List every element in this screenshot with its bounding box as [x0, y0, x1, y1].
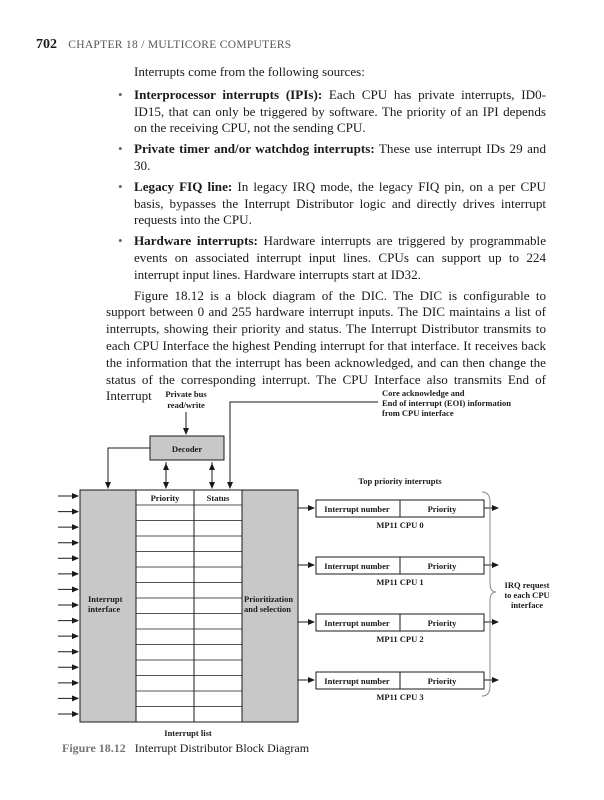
prioritization-label: Prioritization	[244, 594, 294, 604]
priority-field: Priority	[427, 618, 457, 628]
private-bus-label: Private bus	[165, 389, 207, 399]
prioritization-label: and selection	[244, 604, 291, 614]
cpu-name: MP11 CPU 3	[376, 692, 424, 702]
interrupt-interface-label: Interrupt	[88, 594, 123, 604]
body-paragraph: Figure 18.12 is a block diagram of the DIC. The DIC is configurable to support between 0 and 255 hardware interrupt inputs. The DIC maintains a list of interrupts, showing their priority and status. The Interrupt Distributor transmits to each CPU Interface the highest Pending interrupt for that interface. It receives back the information that the interrupt has been acknowledged, and can then change the status of the corresponding interrupt. The CPU Interface also transmits End of Interrupt	[106, 287, 546, 404]
source-item	[106, 141, 546, 175]
cpu-name: MP11 CPU 0	[376, 520, 424, 530]
figure-caption	[62, 741, 309, 756]
source-desc: In legacy IRQ mode, the legacy FIQ pin, on a per CPU basis, bypasses the Interrupt Distributor logic and directly drives interrupt requests into the CPU.	[134, 178, 546, 228]
priority-field: Priority	[427, 504, 457, 514]
cpu-box-2	[298, 614, 498, 644]
interrupt-number-field: Interrupt number	[324, 676, 390, 686]
cpu-box-1	[298, 557, 498, 587]
core-ack-label: from CPU interface	[382, 408, 454, 418]
source-list	[106, 87, 546, 284]
source-term: Legacy FIQ line:	[134, 178, 233, 194]
interrupt-number-field: Interrupt number	[324, 504, 390, 514]
interrupt-number-field: Interrupt number	[324, 618, 390, 628]
running-title: CHAPTER 18 / MULTICORE COMPUTERS	[68, 39, 292, 51]
source-item	[106, 179, 546, 229]
priority-field: Priority	[427, 561, 457, 571]
cpu-box-3	[298, 672, 498, 702]
interrupt-list-label: Interrupt list	[164, 728, 212, 738]
irq-request-label: to each CPU	[504, 590, 550, 600]
status-column-header: Status	[206, 493, 230, 503]
dic-block-diagram	[0, 378, 604, 738]
source-term: Private timer and/or watchdog interrupts:	[134, 141, 375, 157]
cpu-box-0	[298, 500, 498, 530]
body-text	[106, 64, 546, 405]
source-term: Hardware interrupts:	[134, 233, 258, 249]
decoder-label: Decoder	[171, 444, 203, 454]
core-ack-label: End of interrupt (EOI) information	[382, 398, 511, 408]
cpu-name: MP11 CPU 1	[376, 577, 424, 587]
intro-text: Interrupts come from the following sources:	[134, 64, 365, 79]
cpu-name: MP11 CPU 2	[376, 634, 424, 644]
private-bus-label: read/write	[167, 400, 205, 410]
core-ack-label: Core acknowledge and	[382, 388, 465, 398]
source-desc: These use interrupt IDs 29 and 30.	[134, 141, 546, 173]
irq-request-label: interface	[510, 600, 544, 610]
figure-title: Interrupt Distributor Block Diagram	[134, 741, 310, 755]
source-item	[106, 87, 546, 137]
figure-label: Figure 18.12	[62, 741, 126, 755]
source-desc: Hardware interrupts are triggered by programmable events on associated interrupt input lines. CPUs can support up to 224 interrupt input lines. Hardware interrupts start at ID32.	[134, 233, 547, 282]
source-desc: Each CPU has private interrupts, ID0-ID15, that can only be triggered by software. The priority of an IPI depends on the receiving CPU, not the sending CPU.	[134, 86, 546, 136]
priority-column-header: Priority	[150, 493, 180, 503]
page-header	[36, 36, 291, 53]
interrupt-interface-label: interface	[88, 604, 121, 614]
irq-request-label: IRQ request	[504, 580, 550, 590]
irq-brace	[482, 492, 496, 696]
interrupt-number-field: Interrupt number	[324, 561, 390, 571]
priority-field: Priority	[427, 676, 457, 686]
interrupt-list-table	[136, 490, 242, 722]
source-term: Interprocessor interrupts (IPIs):	[134, 86, 323, 102]
source-item	[106, 233, 546, 283]
top-priority-label: Top priority interrupts	[358, 476, 442, 486]
page-number: 702	[36, 37, 57, 52]
